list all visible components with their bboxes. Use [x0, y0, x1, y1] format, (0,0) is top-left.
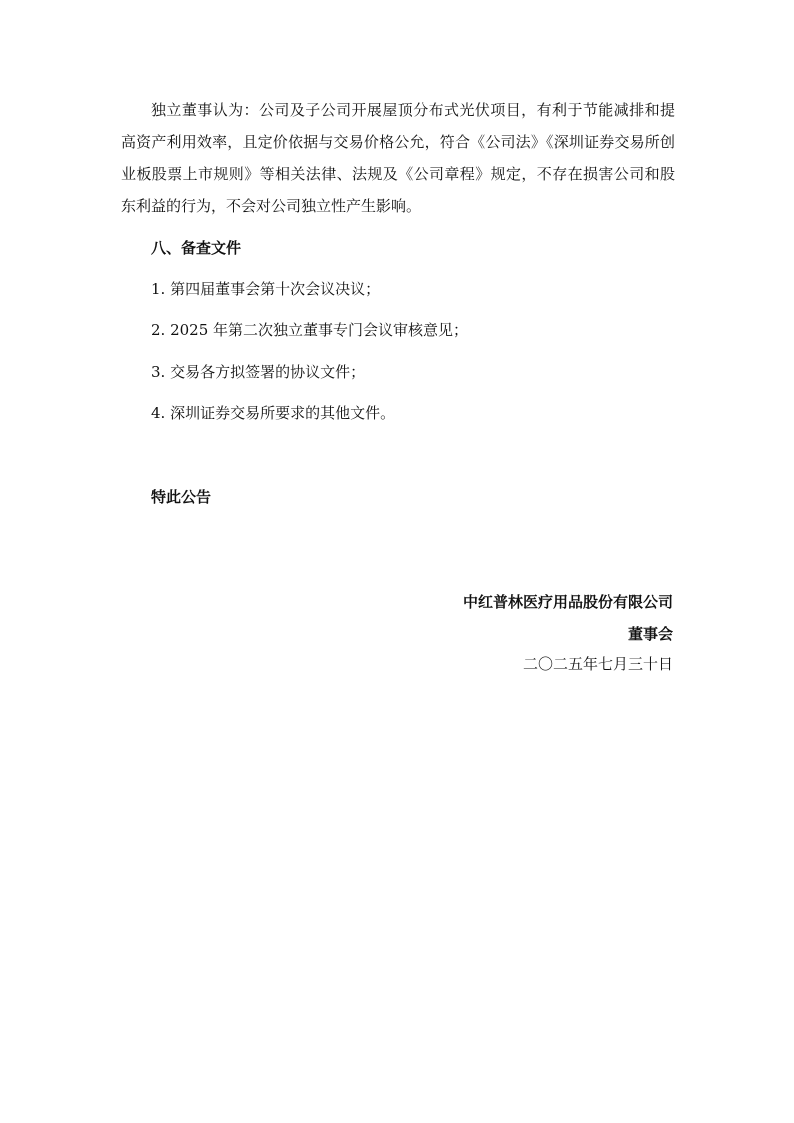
reference-item-3: 3. 交易各方拟签署的协议文件； — [151, 363, 366, 381]
reference-item-4: 4. 深圳证券交易所要求的其他文件。 — [151, 404, 396, 422]
reference-item-1: 1. 第四届董事会第十次会议决议； — [151, 280, 381, 298]
signature-date: 二〇二五年七月三十日 — [522, 655, 673, 673]
section-heading-reference-documents: 八、备查文件 — [151, 239, 242, 257]
signature-company: 中红普林医疗用品股份有限公司 — [462, 593, 673, 611]
closing-statement: 特此公告 — [151, 488, 212, 506]
reference-item-2: 2. 2025 年第二次独立董事专门会议审核意见； — [151, 321, 469, 339]
signature-board: 董事会 — [627, 625, 673, 643]
independent-director-opinion: 独立董事认为：公司及子公司开展屋顶分布式光伏项目，有利于节能减排和提高资产利用效率，且定价依据与交易价格公允，符合《公司法》《深圳证券交易所创业板股票上市规则》等相关法律、法规及《公司章程》规定，不存在损害公司和股东利益的行为，不会对公司独立性产生影响。 — [121, 101, 675, 215]
